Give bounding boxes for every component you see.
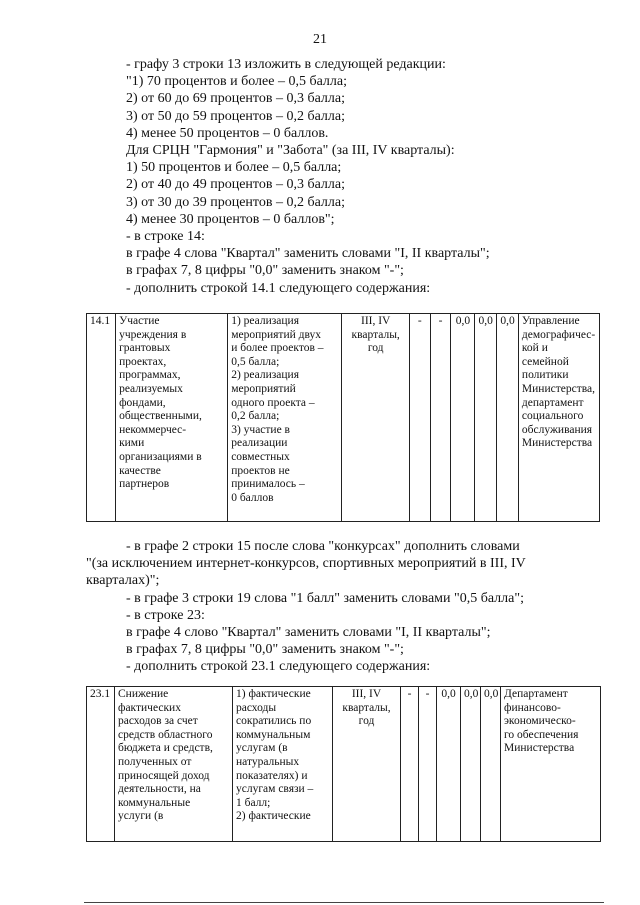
text-line: 4) менее 30 процентов – 0 баллов"; [126, 211, 335, 227]
text-line: в графе 4 слова "Квартал" заменить словами "I, II кварталы"; [126, 246, 490, 262]
text-line: "(за исключением интернет-конкурсов, спортивных мероприятий в III, IV [86, 556, 526, 572]
text-line: в графе 4 слово "Квартал" заменить словами "I, II кварталы"; [126, 625, 491, 641]
row-number: 14.1 [87, 314, 116, 522]
text-line: 3) от 50 до 59 процентов – 0,2 балла; [126, 108, 345, 124]
text-line: 2) от 40 до 49 процентов – 0,3 балла; [126, 177, 345, 193]
table-row-14-1 [86, 313, 600, 522]
col-9-cell: 0,0 [497, 314, 519, 522]
text-line: в графах 7, 8 цифры "0,0" заменить знаком "-"; [126, 263, 404, 279]
col-7-cell: 0,0 [437, 687, 461, 842]
text-line: в графах 7, 8 цифры "0,0" заменить знаком "-"; [126, 642, 404, 658]
text-line: "1) 70 процентов и более – 0,5 балла; [126, 74, 347, 90]
text-line: 3) от 30 до 39 процентов – 0,2 балла; [126, 194, 345, 210]
col-8-cell: 0,0 [461, 687, 481, 842]
page-number: 21 [313, 32, 327, 47]
responsible-cell: Управление демографичес- кой и семейной политики Министерства, департамент социального обслуживания Министерства [518, 314, 599, 522]
responsible-cell: Департамент финансово- экономическо- го обеспечения Министерства [501, 687, 601, 842]
text-line: Для СРЦН "Гармония" и "Забота" (за III, IV кварталы): [126, 143, 455, 159]
row-number: 23.1 [87, 687, 115, 842]
col-8-cell: 0,0 [475, 314, 497, 522]
col-5-cell: - [409, 314, 430, 522]
text-line: 1) 50 процентов и более – 0,5 балла; [126, 160, 342, 176]
period-cell: III, IV кварталы, год [333, 687, 401, 842]
criteria-cell: 1) фактические расходы сократились по коммунальным услугам (в натуральных показателях) и услугам связи – 1 балл; 2) фактические [233, 687, 333, 842]
table-row-23-1 [86, 686, 601, 842]
text-line: - дополнить строкой 23.1 следующего содержания: [126, 659, 431, 675]
col-9-cell: 0,0 [481, 687, 501, 842]
amendment-block-1 [126, 56, 586, 297]
text-line: - в строке 23: [126, 607, 205, 623]
text-line: - графу 3 строки 13 изложить в следующей редакции: [126, 57, 446, 72]
indicator-name-cell: Снижение фактических расходов за счет средств областного бюджета и средств, полученных от приносящей доход деятельности, на коммунальные услуги (в [115, 687, 233, 842]
indicator-name-cell: Участие учреждения в грантовых проектах, программах, реализуемых фондами, общественными, некоммерчес- кими организациями в качестве партнеров [116, 314, 228, 522]
text-line: 2) от 60 до 69 процентов – 0,3 балла; [126, 91, 345, 107]
col-6-cell: - [430, 314, 451, 522]
col-5-cell: - [401, 687, 419, 842]
text-line: кварталах)"; [86, 573, 160, 589]
text-line: - в графе 2 строки 15 после слова "конкурсах" дополнить словами [126, 539, 520, 554]
text-line: 4) менее 50 процентов – 0 баллов. [126, 125, 329, 141]
page-bottom-rule [84, 902, 604, 903]
period-cell: III, IV кварталы, год [342, 314, 410, 522]
text-line: - в графе 3 строки 19 слова "1 балл" заменить словами "0,5 балла"; [126, 590, 524, 606]
col-6-cell: - [419, 687, 437, 842]
amendment-block-2 [86, 538, 600, 676]
text-line: - дополнить строкой 14.1 следующего содержания: [126, 280, 431, 296]
col-7-cell: 0,0 [451, 314, 475, 522]
text-line: - в строке 14: [126, 229, 205, 245]
criteria-cell: 1) реализация мероприятий двух и более проектов – 0,5 балла; 2) реализация мероприятий одного проекта – 0,2 балла; 3) участие в реализации совместных проектов не принималось – 0 баллов [228, 314, 342, 522]
